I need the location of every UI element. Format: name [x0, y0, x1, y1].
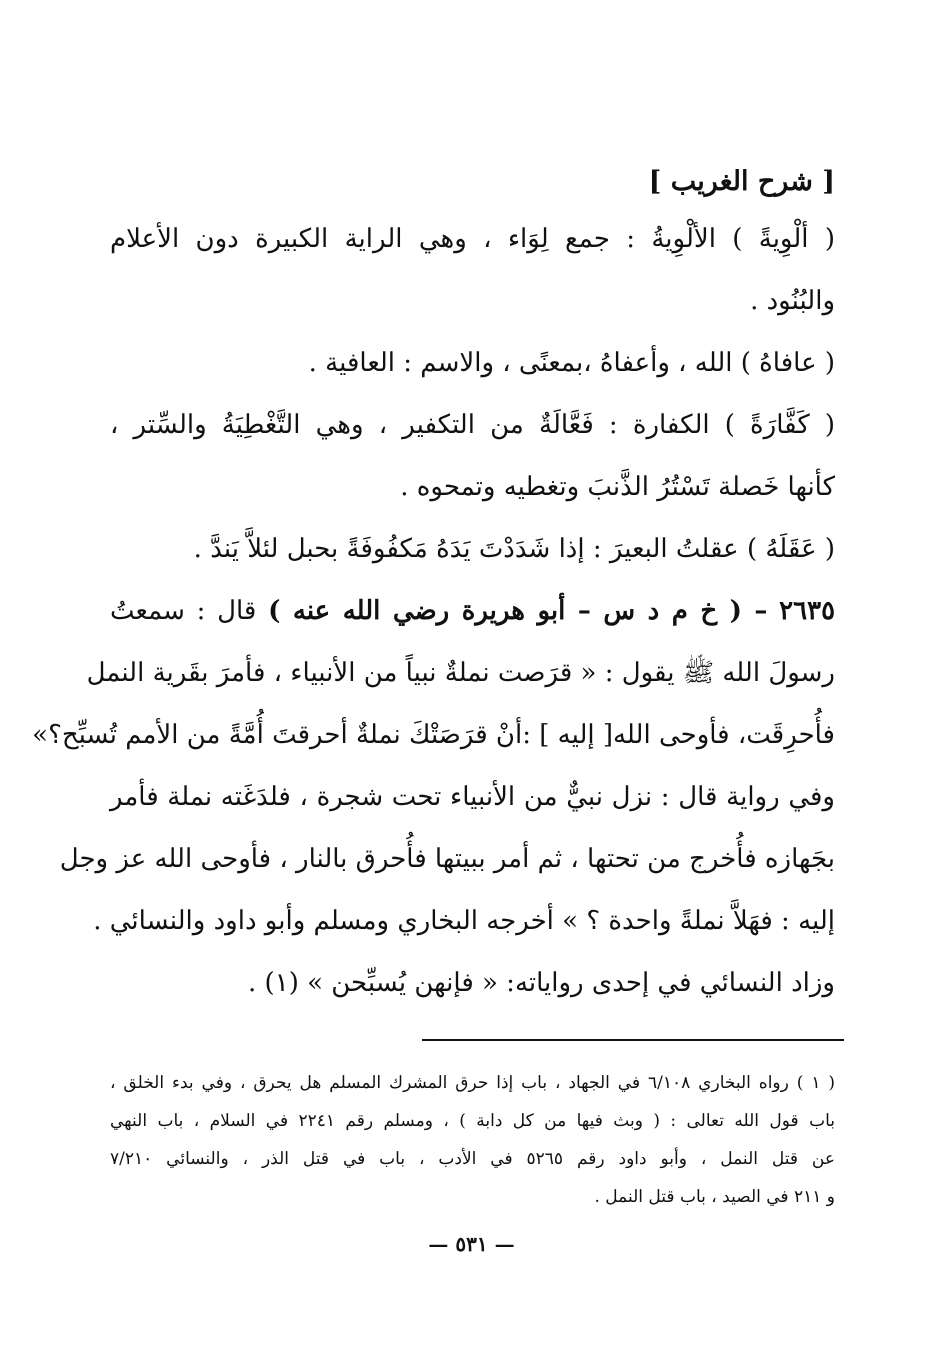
text-line: ( ألْوِيةً ) الألْوِيةُ : جمع لِوَاء ، وهي الراية الكبيرة دون الأعلام: [110, 224, 835, 254]
hadith-narrator: – ( خ م د س – أبو هريرة رضي الله عنه ): [268, 596, 768, 626]
text-line: بجَهازه فأُخرج من تحتها ، ثم أمر ببيتها فأُحرق بالنار ، فأوحى الله عز وجل: [59, 844, 835, 874]
text-line: ( عافاهُ ) الله ، وأعفاهُ ،بمعنًى ، والاسم : العافية .: [308, 348, 835, 378]
text-line: والبُنُود .: [750, 286, 835, 316]
main-text: [32, 160, 836, 1014]
footnote-line: باب قول الله تعالى : ( وبث فيها من كل دابة ) ، ومسلم رقم ٢٢٤١ في السلام ، باب النهي: [110, 1111, 835, 1131]
footnotes: [110, 1064, 835, 1216]
hadith-header-line: [110, 580, 835, 642]
text-line: ( عَقَلَهُ ) عقلتُ البعيرَ : إذا شَدَدْتَ يَدَهُ مَكفُوفَةً بحبل لئلاَّ يَندَّ .: [193, 534, 835, 564]
hadith-number: ٢٦٣٥: [779, 596, 836, 626]
footnote-line: ( ١ ) رواه البخاري ٦/١٠٨ في الجهاد ، باب إذا حرق المشرك المسلم هل يحرق ، وفي بدء الخلق ،: [110, 1073, 835, 1093]
section-heading: [ شرح الغريب ]: [648, 166, 835, 197]
text-line: وزاد النسائي في إحدى رواياته: « فإنهن يُسبِّحن » (١) .: [248, 968, 835, 998]
footnote-line: عن قتل النمل ، وأبو داود رقم ٥٢٦٥ في الأدب ، باب في قتل الذر ، والنسائي ٧/٢١٠: [110, 1149, 836, 1169]
text-line: كأنها خَصلة تَسْتُرُ الذَّنبَ وتغطيه وتمحوه .: [400, 472, 835, 502]
footnote-divider: [422, 1039, 844, 1041]
text-line: ( كَفَّارَةً ) الكفارة : فَعَّالَةٌ من التكفير ، وهي التَّغْطِيَةُ والسِّتر ،: [110, 410, 835, 440]
footnote-line: و ٢١١ في الصيد ، باب قتل النمل .: [594, 1187, 835, 1207]
page-number: — ٥٣١ —: [428, 1232, 515, 1256]
text-line: وفي رواية قال : نزل نبيٌّ من الأنبياء تحت شجرة ، فلدَغَته نملة فأمر: [110, 782, 835, 812]
text-line: رسولَ الله ﷺ يقول : « قرَصت نملةٌ نبياً من الأنبياء ، فأمرَ بقَرية النمل: [86, 658, 835, 688]
text-line: فأُحرِقَت، فأوحى الله[ إليه ] :أنْ قرَصَتْكَ نملةٌ أحرقتَ أُمَّةً من الأمم تُسبِّح؟»: [32, 720, 835, 750]
hadith-intro: قال : سمعتُ: [110, 596, 257, 626]
text-line: إليه : فهَلاَّ نملةً واحدة ؟ » أخرجه البخاري ومسلم وأبو داود والنسائي .: [93, 906, 835, 936]
